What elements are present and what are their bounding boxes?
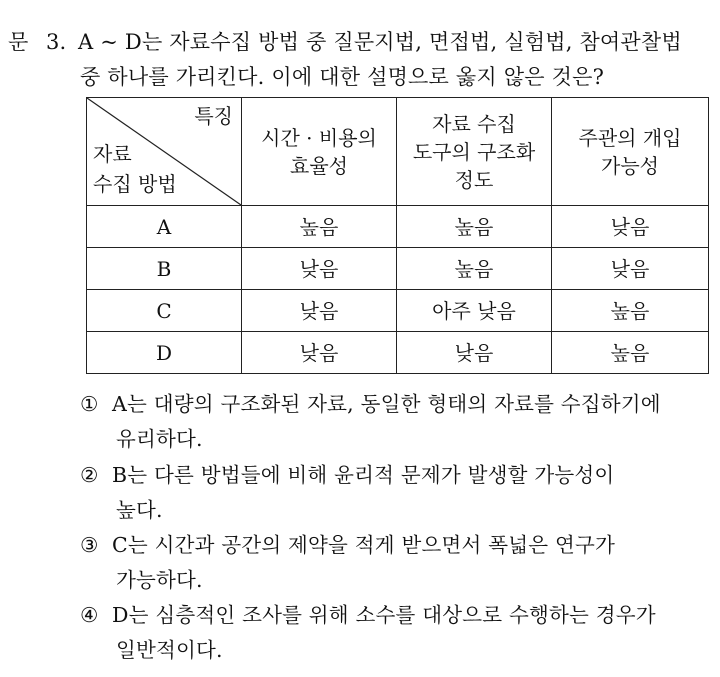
option-4-text-line2: 일반적이다.	[116, 638, 223, 662]
value-cell: 낮음	[552, 206, 709, 248]
option-1[interactable]	[80, 387, 661, 451]
option-2[interactable]	[80, 458, 615, 522]
corner-label-method	[93, 139, 177, 199]
option-4-text-line1: D는 심층적인 조사를 위해 소수를 대상으로 수행하는 경우가	[112, 603, 656, 627]
header-subjectivity-possibility	[552, 98, 709, 206]
value-cell: 낮음	[242, 290, 397, 332]
question-number-value: 3.	[46, 30, 67, 54]
option-3-text-line1: C는 시간과 공간의 제약을 적게 받으면서 폭넓은 연구가	[112, 533, 615, 557]
option-2-text-line2: 높다.	[116, 498, 163, 522]
option-3[interactable]	[80, 528, 615, 592]
value-cell: 낮음	[397, 332, 552, 374]
option-3-text-line2: 가능하다.	[116, 568, 203, 592]
option-2-text-line1: B는 다른 방법들에 비해 윤리적 문제가 발생할 가능성이	[112, 463, 615, 487]
table-row-c	[87, 290, 709, 332]
table-row-d	[87, 332, 709, 374]
header-line: 가능성	[601, 153, 659, 178]
value-cell: 낮음	[552, 248, 709, 290]
option-4[interactable]	[80, 598, 656, 662]
header-line: 효율성	[290, 153, 348, 178]
table-corner-cell	[87, 98, 242, 206]
option-1-marker: ①	[80, 392, 99, 416]
value-cell: 높음	[397, 206, 552, 248]
method-cell: B	[87, 248, 242, 290]
method-cell: D	[87, 332, 242, 374]
value-cell: 아주 낮음	[397, 290, 552, 332]
option-1-text-line2: 유리하다.	[116, 427, 203, 451]
option-1-text-line1: A는 대량의 구조화된 자료, 동일한 형태의 자료를 수집하기에	[112, 392, 661, 416]
corner-label-method-line2: 수집 방법	[93, 172, 177, 196]
header-line: 도구의 구조화	[412, 139, 536, 164]
header-line: 자료 수집	[432, 111, 516, 136]
question-stem-line2: 중 하나를 가리킨다. 이에 대한 설명으로 옳지 않은 것은?	[80, 65, 605, 89]
method-cell: A	[87, 206, 242, 248]
corner-label-feature: 특징	[194, 104, 233, 128]
value-cell: 높음	[242, 206, 397, 248]
header-line: 정도	[454, 167, 494, 192]
data-collection-methods-table	[86, 97, 709, 374]
value-cell: 높음	[397, 248, 552, 290]
question-number	[8, 26, 78, 56]
table-row-b	[87, 248, 709, 290]
question-text-line1: A ~ D는 자료수집 방법 중 질문지법, 면접법, 실험법, 참여관찰법	[78, 30, 682, 54]
header-tool-structuredness	[397, 98, 552, 206]
table-header-row	[87, 98, 709, 206]
question-stem-line1	[8, 26, 682, 56]
option-4-marker: ④	[80, 603, 99, 627]
question-label: 문	[8, 30, 29, 54]
header-line: 주관의 개입	[578, 125, 682, 150]
value-cell: 낮음	[242, 332, 397, 374]
table-row-a	[87, 206, 709, 248]
value-cell: 높음	[552, 290, 709, 332]
header-time-cost-efficiency	[242, 98, 397, 206]
value-cell: 높음	[552, 332, 709, 374]
option-2-marker: ②	[80, 463, 99, 487]
corner-label-method-line1: 자료	[93, 142, 132, 166]
method-cell: C	[87, 290, 242, 332]
option-3-marker: ③	[80, 533, 99, 557]
value-cell: 낮음	[242, 248, 397, 290]
header-line: 시간 · 비용의	[261, 125, 377, 150]
